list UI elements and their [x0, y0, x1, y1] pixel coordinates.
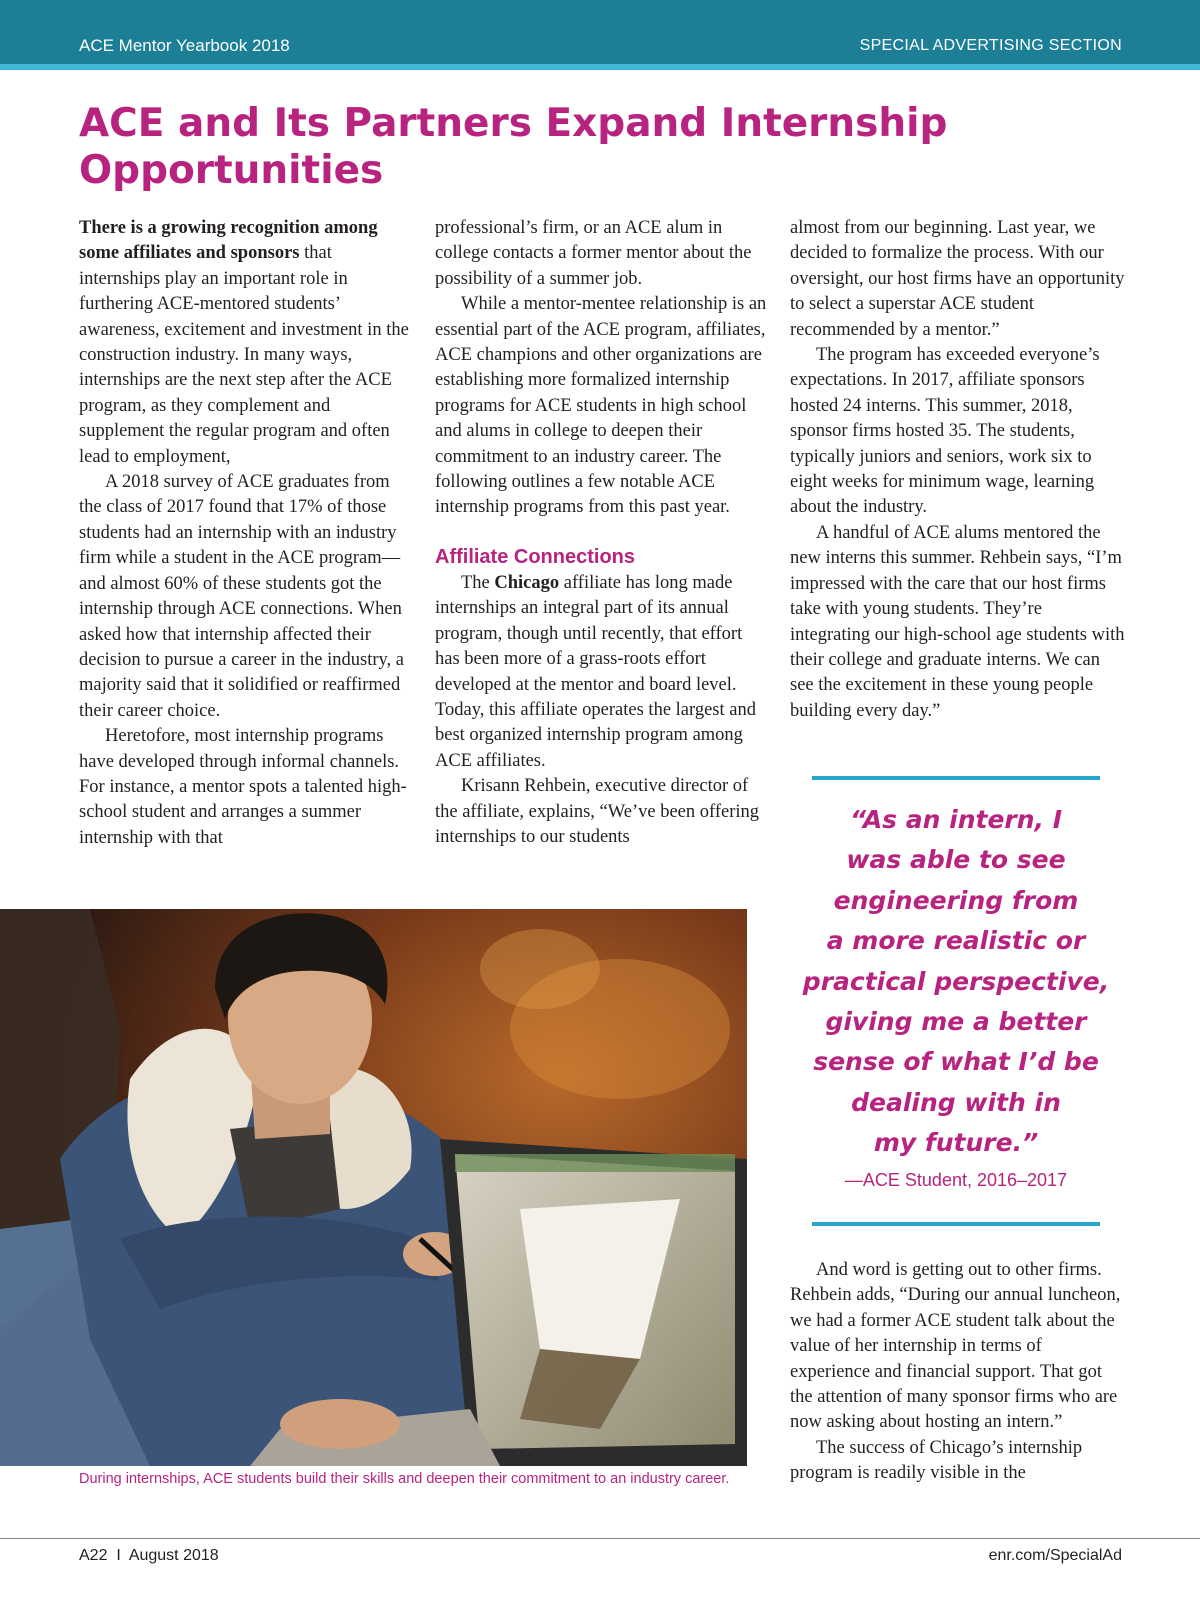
paragraph: Krisann Rehbein, executive director of the affiliate, explains, “We’ve been offering internships to our students [435, 776, 760, 847]
pullquote-line: sense of what I’d be [813, 1047, 1099, 1077]
photo-caption: During internships, ACE students build their skills and deepen their commitment to an industry career. [79, 1471, 730, 1487]
column-2 [435, 216, 770, 850]
column-3 [790, 216, 1125, 724]
pullquote-attribution: —ACE Student, 2016–2017 [844, 1170, 1068, 1190]
paragraph: The success of Chicago’s internship program is readily visible in the [790, 1437, 1083, 1484]
header-bar [0, 0, 1200, 64]
paragraph: A 2018 survey of ACE graduates from the class of 2017 found that 17% of those students had an internship with an industry firm while a student in the ACE program—and almost 60% of these students got the internship through ACE connections. When asked how that internship affected their decision to pursue a career in the industry, a majority said that it solidified or reaffirmed their career choice. [79, 472, 405, 721]
student-laptop-photo [0, 909, 747, 1466]
paragraph: Heretofore, most internship programs have developed through informal channels. For instance, a mentor spots a talented high-school student and arranges a summer internship with that [79, 726, 407, 848]
paragraph: While a mentor-mentee relationship is an essential part of the ACE program, affiliates, ACE champions and other organizations are establishing more formalized internship programs for ACE students in high school and alums in college to deepen their commitment to an industry career. The following outlines a few notable ACE internship programs from this past year. [435, 294, 767, 518]
pullquote-line: was able to see [846, 845, 1066, 875]
section-label: SPECIAL ADVERTISING SECTION [859, 37, 1122, 54]
header-stripe [0, 64, 1200, 70]
publication-name: ACE Mentor Yearbook 2018 [79, 36, 290, 55]
pullquote-rule-top [812, 776, 1100, 780]
page-number-date: A22 I August 2018 [79, 1547, 219, 1564]
city-name: Chicago [494, 572, 560, 593]
paragraph-text: that internships play an important role in furthering ACE-mentored students’ awareness, excitement and investment in the construction industry. In many ways, internships are the next step after the ACE program, as they complement and supplement the regular program and often lead to employment, [79, 243, 409, 467]
pullquote-line: practical perspective, [802, 966, 1110, 996]
article-title: ACE and Its Partners Expand Internship Opportunities [79, 101, 948, 193]
lead-in: There is a growing recognition among some affiliates and sponsors [79, 218, 378, 264]
paragraph-text: affiliate has long made internships an integral part of its annual program, though until recently, that effort has been more of a grass-roots effort developed at the mentor and board level. Today, this affiliate operates the largest and best organized internship program among ACE affiliates. [435, 572, 756, 771]
paragraph-text: The [461, 572, 495, 593]
photo-illustration [0, 909, 747, 1466]
column-1 [79, 216, 411, 851]
paragraph: A handful of ACE alums mentored the new interns this summer. Rehbein says, “I’m impressed with the care that our host firms take with young students. They’re integrating our high-school age students with their college and graduate interns. We can see the excitement in these young people building every day.” [790, 522, 1125, 721]
pullquote-line: my future.” [873, 1128, 1039, 1158]
paragraph: almost from our beginning. Last year, we decided to formalize the process. With our oversight, our host firms have an opportunity to select a superstar ACE student recommended by a mentor.” [790, 218, 1125, 340]
paragraph: The program has exceeded everyone’s expectations. In 2017, affiliate sponsors hosted 24 interns. This summer, 2018, sponsor firms hosted 35. The students, typically juniors and seniors, work six to eight weeks for minimum wage, learning about the industry. [790, 345, 1100, 518]
pullquote-rule-bottom [812, 1222, 1100, 1226]
pullquote [790, 800, 1122, 1164]
paragraph: And word is getting out to other firms. Rehbein adds, “During our annual luncheon, we had a former ACE student talk about the value of her internship in terms of experience and financial support. That got the attention of many sponsor firms who are now asking about hosting an intern.” [790, 1260, 1121, 1433]
pullquote-line: “As an intern, I [849, 805, 1063, 834]
column-3-continued [790, 1258, 1125, 1487]
pullquote-line: giving me a better [825, 1007, 1087, 1037]
pullquote-line: dealing with in [851, 1087, 1061, 1117]
paragraph: professional’s firm, or an ACE alum in college contacts a former mentor about the possibility of a summer job. [435, 218, 752, 289]
footer-rule [0, 1538, 1200, 1539]
footer-url: enr.com/SpecialAd [988, 1547, 1122, 1564]
subheading-affiliate-connections: Affiliate Connections [435, 545, 636, 568]
paragraph [79, 216, 411, 470]
pullquote-line: a more realistic or [826, 926, 1086, 956]
paragraph [435, 571, 770, 774]
pullquote-line: engineering from [833, 885, 1079, 915]
